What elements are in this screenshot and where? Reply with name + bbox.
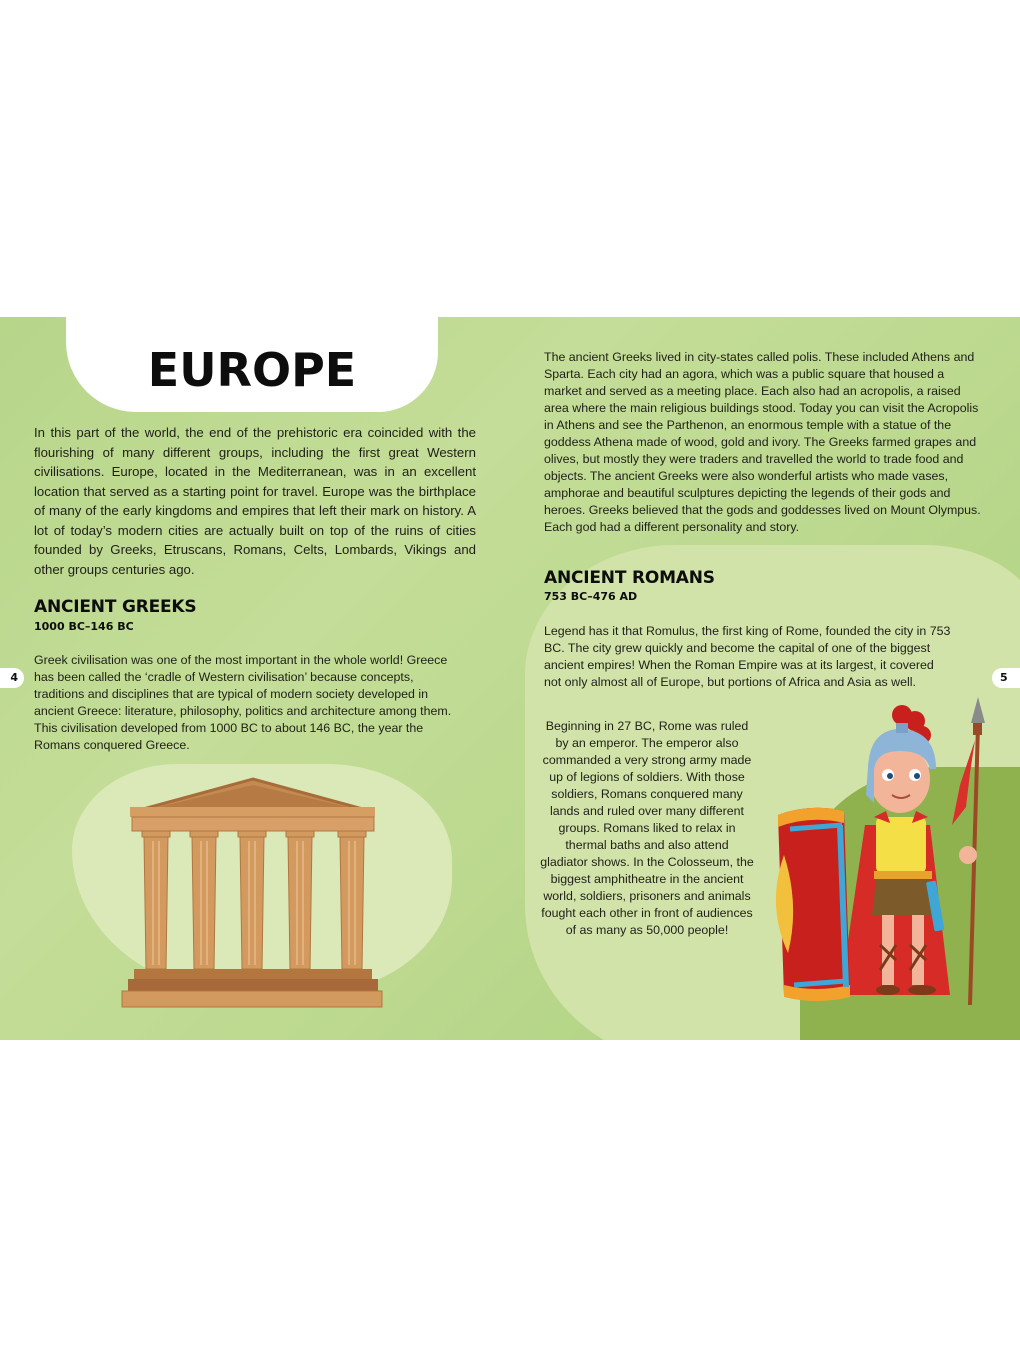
greeks-paragraph: Greek civilisation was one of the most important in the whole world! Greece has been called the ‘cradle of Western civilisation’ because concepts, traditions and disciplines that are typical of modern society developed in ancient Greece: literature, philosophy, politics and architecture among them. This civilisation developed from 1000 BC to about 146 BC, the year the Romans conquered Greece. [34,653,452,752]
intro-paragraph: In this part of the world, the end of the prehistoric era coincided with the flourishing of many different groups, including the first great Western civilisations. Europe, located in the Mediterranean, was in an excellent location that served as a starting point for travel. Europe was the birthplace of many of the early kingdoms and empires that left their mark on history. A lot of today’s modern cities are actually built on top of the ruins of cities founded by Greeks, Etruscans, Romans, Celts, Lombards, Vikings and other groups centuries ago. [34,425,476,577]
section-dates-greeks: 1000 BC–146 BC [34,620,134,633]
section-dates-romans: 753 BC–476 AD [544,590,638,603]
page-number-right: 5 [992,668,1020,688]
page-title: EUROPE [147,343,357,397]
greek-temple-icon [120,777,385,1009]
roman-soldier-icon [770,695,1000,1015]
book-spread [0,317,1020,1040]
page-number-left: 4 [0,668,24,688]
greeks-continued-paragraph: The ancient Greeks lived in city-states called polis. These included Athens and Sparta. Each city had an agora, which was a public square that housed a market and served as a meeting place. Each also had an acropolis, a raised area where the main religious buildings stood. Today you can visit the Acropolis in Athens and see the Parthenon, an enormous temple with a statue of the goddess Athena made of wood, gold and ivory. The Greeks farmed grapes and olives, but mostly they were traders and travelled the world to trade food and objects. The ancient Greeks were also wonderful artists who made vases, amphorae and beautiful sculptures depicting the legends of their gods and heroes. Greeks believed that the gods and goddesses lived on Mount Olympus. Each god had a different personality and story. [544,350,981,534]
section-heading-ancient-romans: ANCIENT ROMANS [544,568,715,588]
section-heading-ancient-greeks: ANCIENT GREEKS [34,597,197,617]
romans-paragraph: Legend has it that Romulus, the first king of Rome, founded the city in 753 BC. The city grew quickly and become the capital of one of the biggest ancient empires! When the Roman Empire was at its largest, it covered not only almost all of Europe, but portions of Africa and Asia as well. [544,624,951,689]
romans-paragraph-2: Beginning in 27 BC, Rome was ruled by an emperor. The emperor also commanded a very strong army made up of legions of soldiers. With those soldiers, Romans conquered many lands and ruled over many different groups. Romans liked to relax in thermal baths and also attend gladiator shows. In the Colosseum, the biggest amphitheatre in the ancient world, soldiers, prisoners and animals fought each other in front of audiences of as many as 50,000 people! [540,719,754,937]
